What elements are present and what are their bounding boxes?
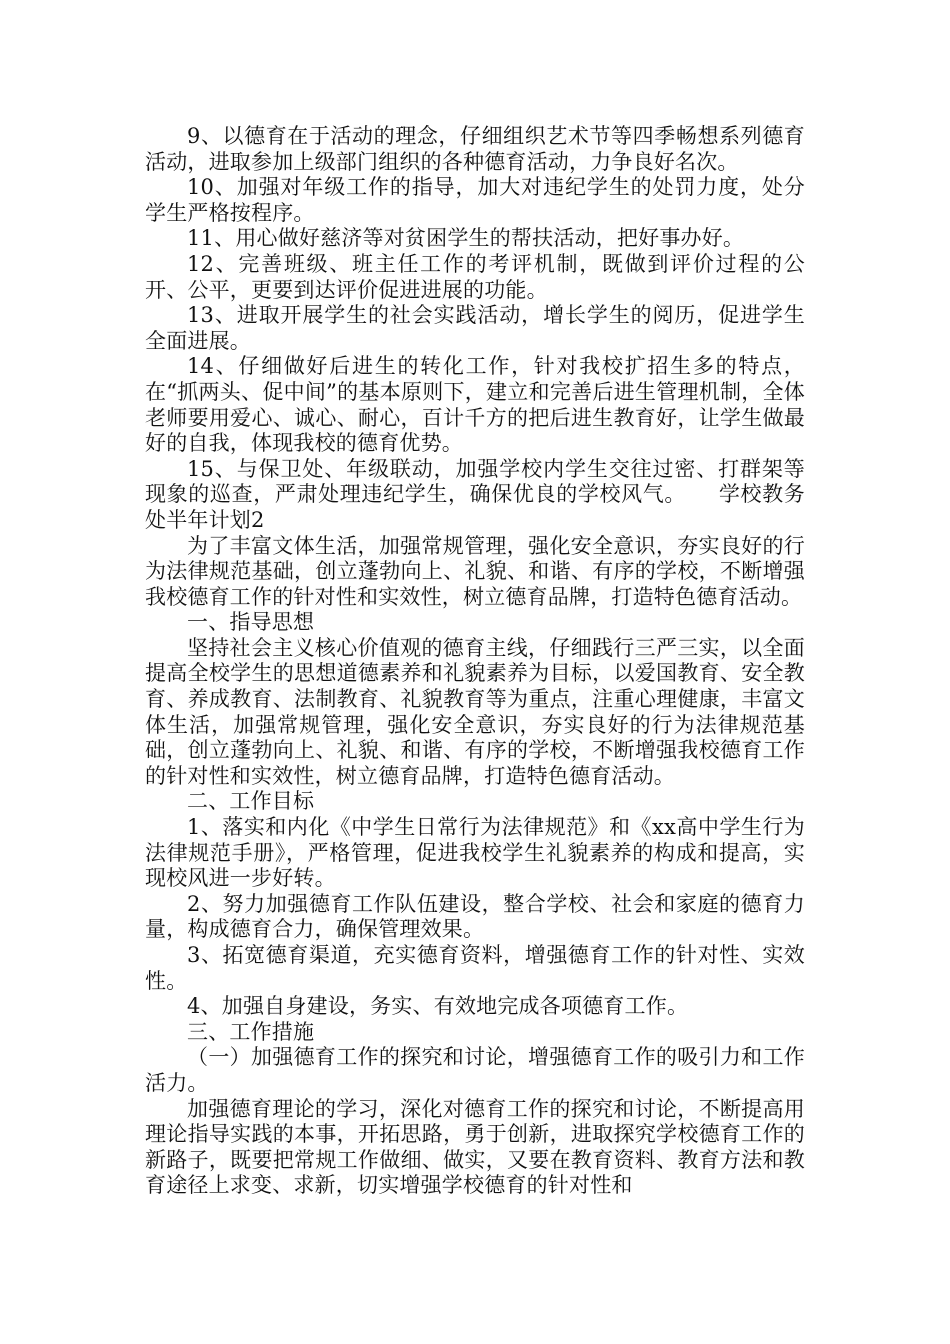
paragraph-item-12: 12、完善班级、班主任工作的考评机制，既做到评价过程的公开、公平，更要到达评价促进进展的功能。 bbox=[145, 251, 805, 302]
paragraph-item-13: 13、进取开展学生的社会实践活动，增长学生的阅历，促进学生全面进展。 bbox=[145, 303, 805, 353]
paragraph-item-11: 11、用心做好慈济等对贫困学生的帮扶活动，把好事办好。 bbox=[187, 226, 745, 251]
paragraph-goal-1: 1、落实和内化《中学生日常行为法律规范》和《xx高中学生行为法律规范手册》，严格管理，促进我校学生礼貌素养的构成和提高，实现校风进一步好转。 bbox=[145, 815, 805, 891]
section-heading-guiding-thought: 一、指导思想 bbox=[187, 610, 315, 635]
paragraph-item-14: 14、仔细做好后进生的转化工作，针对我校扩招生多的特点，在“抓两头、促中间”的基本原则下，建立和完善后进生管理机制，全体老师要用爱心、诚心、耐心，百计千方的把后进生教育好，让学生做最好的自我，体现我校的德育优势。 bbox=[145, 354, 805, 456]
paragraph-guiding-thought: 坚持社会主义核心价值观的德育主线，仔细践行三严三实，以全面提高全校学生的思想道德素养和礼貌素养为目标，以爱国教育、安全教育、养成教育、法制教育、礼貌教育等为重点，注重心理健康，丰富文体生活，加强常规管理，强化安全意识，夯实良好的行为法律规范基础，创立蓬勃向上、礼貌、和谐、有序的学校，不断增强我校德育工作的针对性和实效性，树立德育品牌，打造特色德育活动。 bbox=[145, 635, 805, 788]
section-heading-work-measures: 三、工作措施 bbox=[187, 1019, 315, 1044]
paragraph-goal-3: 3、拓宽德育渠道，充实德育资料，增强德育工作的针对性、实效性。 bbox=[145, 943, 805, 993]
paragraph-item-15: 15、与保卫处、年级联动，加强学校内学生交往过密、打群架等现象的巡查，严肃处理违纪学生，确保优良的学校风气。 学校教务处半年计划2 bbox=[145, 456, 805, 532]
paragraph-item-10: 10、加强对年级工作的指导，加大对违纪学生的处罚力度，处分学生严格按程序。 bbox=[145, 175, 805, 225]
paragraph-measure-1-title: （一）加强德育工作的探究和讨论，增强德育工作的吸引力和工作活力。 bbox=[145, 1045, 805, 1095]
paragraph-goal-4: 4、加强自身建设，务实、有效地完成各项德育工作。 bbox=[187, 994, 689, 1019]
paragraph-measure-1-body: 加强德育理论的学习，深化对德育工作的探究和讨论，不断提高用理论指导实践的本事，开拓思路，勇于创新，进取探究学校德育工作的新路子，既要把常规工作做细、做实，又要在教育资料、教育方法和教育途径上求变、求新，切实增强学校德育的针对性和 bbox=[145, 1096, 805, 1198]
paragraph-goal-2: 2、努力加强德育工作队伍建设，整合学校、社会和家庭的德育力量，构成德育合力，确保管理效果。 bbox=[145, 891, 805, 942]
section-heading-work-goals: 二、工作目标 bbox=[187, 789, 315, 814]
document-page bbox=[145, 124, 805, 1199]
paragraph-intro: 为了丰富文体生活，加强常规管理，强化安全意识，夯实良好的行为法律规范基础，创立蓬勃向上、礼貌、和谐、有序的学校，不断增强我校德育工作的针对性和实效性，树立德育品牌，打造特色德育活动。 bbox=[145, 533, 805, 609]
paragraph-item-9: 9、以德育在于活动的理念，仔细组织艺术节等四季畅想系列德育活动，进取参加上级部门组织的各种德育活动，力争良好名次。 bbox=[145, 124, 805, 174]
